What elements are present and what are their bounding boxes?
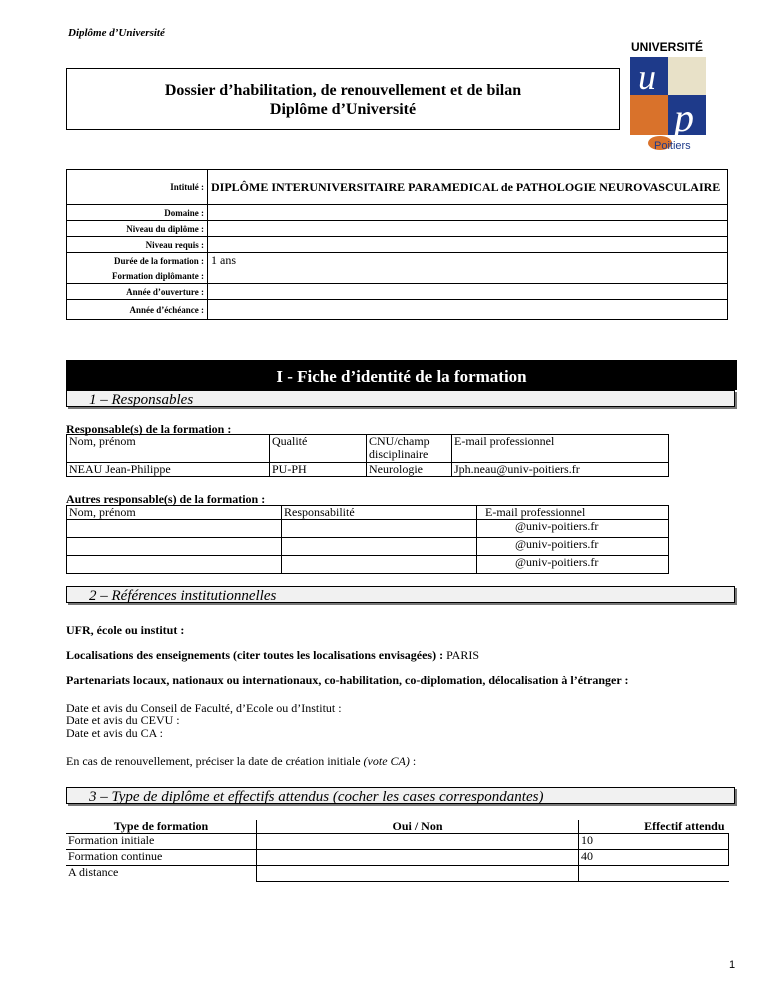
logo-text-universite: UNIVERSITÉ bbox=[631, 40, 704, 54]
document-title-line2: Diplôme d’Université bbox=[269, 101, 417, 118]
page-number: 1 bbox=[729, 959, 736, 971]
university-logo bbox=[628, 35, 710, 161]
col-nom: Nom, prénom bbox=[67, 435, 270, 463]
formation-diplomante-label: Formation diplômante : bbox=[67, 268, 208, 284]
echeance-label: Année d’échéance : bbox=[67, 300, 208, 320]
renouvellement-text: En cas de renouvellement, préciser la date de création initiale bbox=[66, 754, 361, 768]
ouverture-label: Année d’ouverture : bbox=[67, 284, 208, 300]
section-2-title: 2 – Références institutionnelles bbox=[66, 586, 735, 603]
type-row-2: Formation continue bbox=[66, 850, 257, 866]
avis-conseil: Date et avis du Conseil de Faculté, d’Ecole ou d’Institut : bbox=[66, 701, 342, 715]
type-formation-table bbox=[66, 820, 729, 882]
oui-non-1 bbox=[257, 834, 579, 850]
running-header: Diplôme d’Université bbox=[68, 27, 165, 39]
resp-email: Jph.neau@univ-poitiers.fr bbox=[452, 463, 669, 477]
effectif-3 bbox=[579, 866, 729, 882]
autres-responsables-heading: Autres responsable(s) de la formation : bbox=[66, 492, 266, 506]
resp-nom: NEAU Jean-Philippe bbox=[67, 463, 270, 477]
col-type-formation: Type de formation bbox=[66, 820, 257, 834]
section-1-title: 1 – Responsables bbox=[66, 390, 735, 407]
renouvellement-vote: (vote CA) bbox=[363, 754, 410, 768]
duree-label: Durée de la formation : bbox=[67, 253, 208, 269]
main-section-title: I - Fiche d’identité de la formation bbox=[66, 360, 737, 390]
ouverture-value bbox=[208, 284, 728, 300]
effectif-2: 40 bbox=[579, 850, 729, 866]
document-title-line1: Dossier d’habilitation, de renouvellement et de bilan bbox=[164, 82, 522, 99]
col-email: E-mail professionnel bbox=[452, 435, 669, 463]
intitule-label: Intitulé : bbox=[67, 170, 208, 205]
niveau-requis-value bbox=[208, 237, 728, 253]
renouvellement-line: En cas de renouvellement, préciser la date de création initiale (vote CA) : bbox=[66, 754, 417, 768]
type-row-1: Formation initiale bbox=[66, 834, 257, 850]
oui-non-2 bbox=[257, 850, 579, 866]
document-title-box bbox=[66, 68, 620, 130]
localisation-line bbox=[66, 648, 479, 663]
duree-value: 1 ans bbox=[208, 253, 728, 284]
autres-col-responsabilite: Responsabilité bbox=[282, 506, 477, 520]
localisation-label: Localisations des enseignements (citer toutes les localisations envisagées) : bbox=[66, 648, 444, 662]
ufr-label: UFR, école ou institut : bbox=[66, 623, 185, 637]
col-qualite: Qualité bbox=[270, 435, 367, 463]
effectif-1: 10 bbox=[579, 834, 729, 850]
autres-email-3: @univ-poitiers.fr bbox=[477, 556, 669, 574]
resp-cnu: Neurologie bbox=[367, 463, 452, 477]
oui-non-3 bbox=[257, 866, 579, 882]
section-3-title: 3 – Type de diplôme et effectifs attendus (cocher les cases correspondantes) bbox=[66, 787, 735, 804]
autres-email-1: @univ-poitiers.fr bbox=[477, 520, 669, 538]
svg-text:p: p bbox=[674, 95, 694, 140]
col-oui-non: Oui / Non bbox=[257, 820, 579, 834]
autres-col-nom: Nom, prénom bbox=[67, 506, 282, 520]
intitule-value: DIPLÔME INTERUNIVERSITAIRE PARAMEDICAL de PATHOLOGIE NEUROVASCULAIRE bbox=[208, 170, 728, 205]
col-cnu: CNU/champ disciplinaire bbox=[367, 435, 452, 463]
col-effectif: Effectif attendu bbox=[579, 820, 729, 834]
logo-text-poitiers: Poitiers bbox=[654, 140, 691, 152]
avis-cevu: Date et avis du CEVU : bbox=[66, 713, 180, 727]
partenariats-label: Partenariats locaux, nationaux ou internationaux, co-habilitation, co-diplomation, délocalisation à l’étranger : bbox=[66, 673, 629, 687]
svg-text:u: u bbox=[638, 57, 656, 97]
niveau-requis-label: Niveau requis : bbox=[67, 237, 208, 253]
info-table bbox=[66, 169, 728, 320]
autres-col-email: E-mail professionnel bbox=[477, 506, 669, 520]
echeance-value bbox=[208, 300, 728, 320]
responsables-table bbox=[66, 434, 669, 477]
localisation-value: PARIS bbox=[446, 648, 479, 662]
niveau-diplome-label: Niveau du diplôme : bbox=[67, 221, 208, 237]
niveau-diplome-value bbox=[208, 221, 728, 237]
domaine-value bbox=[208, 205, 728, 221]
responsables-heading: Responsable(s) de la formation : bbox=[66, 422, 232, 436]
type-row-3: A distance bbox=[66, 866, 257, 882]
autres-email-2: @univ-poitiers.fr bbox=[477, 538, 669, 556]
avis-ca: Date et avis du CA : bbox=[66, 726, 163, 740]
autres-responsables-table bbox=[66, 505, 669, 574]
resp-qualite: PU-PH bbox=[270, 463, 367, 477]
domaine-label: Domaine : bbox=[67, 205, 208, 221]
